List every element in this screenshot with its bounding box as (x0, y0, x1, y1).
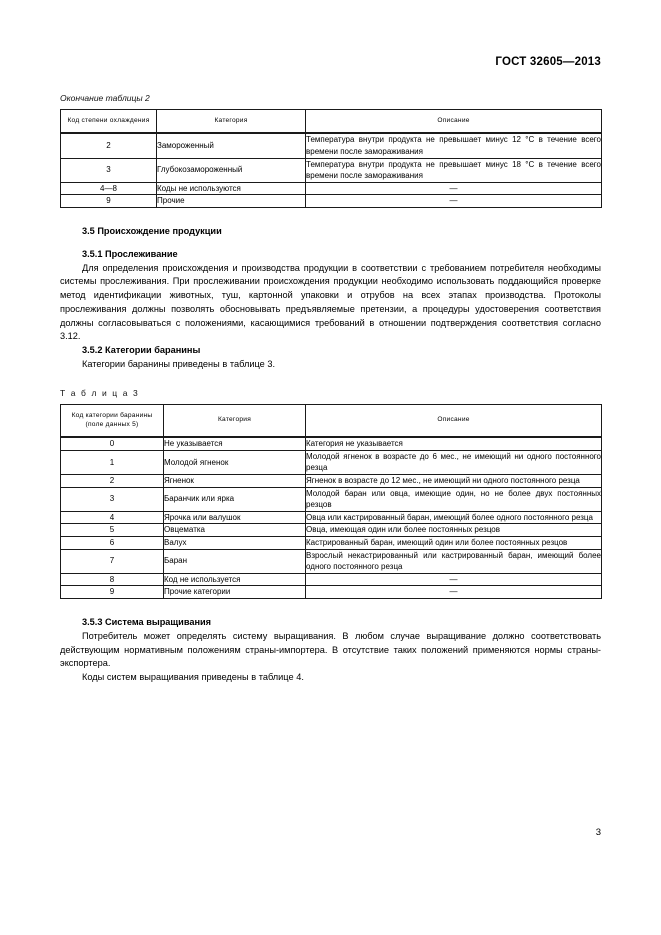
cell-code: 3 (61, 158, 157, 182)
cell-description: — (306, 573, 602, 586)
table-row (61, 511, 602, 524)
table-row (61, 573, 602, 586)
cell-category: Замороженный (157, 133, 306, 158)
table3-col-description: Описание (306, 404, 602, 437)
cell-category: Не указывается (164, 437, 306, 450)
cell-code: 1 (61, 450, 164, 474)
cell-category: Глубокозамороженный (157, 158, 306, 182)
cell-description: Категория не указывается (306, 437, 602, 450)
cell-description: Овца, имеющая один или более постоянных резцов (306, 524, 602, 537)
cell-category: Ягненок (164, 475, 306, 488)
table-row (61, 195, 602, 208)
table-row (61, 524, 602, 537)
heading-3-5-3: 3.5.3 Система выращивания (82, 617, 212, 627)
spacer (60, 372, 601, 388)
spacer (60, 599, 601, 616)
cell-category: Прочие (157, 195, 306, 208)
cell-code: 4—8 (61, 182, 157, 195)
table2-body (61, 133, 602, 207)
cell-description: Температура внутри продукта не превышает минус 18 °С в течение всего времени после замораживания (306, 158, 602, 182)
table3-header (61, 404, 602, 437)
cell-description: Кастрированный баран, имеющий один или более постоянных резцов (306, 537, 602, 550)
paragraph-3-5-1: Для определения происхождения и производства продукции в соответствии с требованием потребителя необходимы системы прослеживания. При прослеживании происхождения продукции необходимо использовать поддающийся проверке метод идентификации животных, туш, картонной упаковки и отрубов на всех этапах производства. Протоколы прослеживания должны позволять обосновывать предъявляемые претензии, а процедуры удостоверения соответствия должны согласовываться с положениями, касающимися требований в отношении подтверждения соответствия согласно 3.12. (60, 262, 601, 342)
paragraph-3-5-3-a: Потребитель может определять систему выращивания. В любом случае выращивание должно соответствовать действующим нормативным положениям страны-импортера. В отсутствие таких положений применяются нормы страны-экспортера. (60, 630, 601, 669)
cell-category: Прочие категории (164, 586, 306, 599)
table3-body (61, 437, 602, 598)
cell-code: 9 (61, 195, 157, 208)
spacer (60, 239, 601, 248)
cell-category: Баранчик или ярка (164, 487, 306, 511)
page-number: 3 (595, 827, 601, 838)
table2-col-category: Категория (157, 110, 306, 134)
cell-code: 5 (61, 524, 164, 537)
table-3-lamb-categories (60, 404, 602, 599)
table-header-row (61, 404, 602, 437)
table3-col-category: Категория (164, 404, 306, 437)
table2-col-code: Код степени охлаждения (61, 110, 157, 134)
table-row (61, 182, 602, 195)
spacer (60, 208, 601, 225)
heading-3-5: 3.5 Происхождение продукции (82, 225, 222, 236)
cell-code: 3 (61, 487, 164, 511)
table-row (61, 586, 602, 599)
cell-category: Молодой ягненок (164, 450, 306, 474)
cell-code: 9 (61, 586, 164, 599)
cell-description: — (306, 182, 602, 195)
cell-category: Валух (164, 537, 306, 550)
table3-caption: Т а б л и ц а 3 (60, 387, 140, 398)
table-row (61, 487, 602, 511)
cell-code: 2 (61, 475, 164, 488)
table-row (61, 437, 602, 450)
heading-3-5-2: 3.5.2 Категории баранины (82, 345, 201, 356)
cell-description: Овца или кастрированный баран, имеющий более одного постоянного резца (306, 511, 602, 524)
cell-description: Молодой баран или овца, имеющие один, но не более двух постоянных резцов (306, 487, 602, 511)
cell-description: Ягненок в возрасте до 12 мес., не имеющий ни одного постоянного резца (306, 475, 602, 488)
table-row (61, 537, 602, 550)
cell-code: 6 (61, 537, 164, 550)
table2-header (61, 110, 602, 134)
cell-description: Взрослый некастрированный или кастрированный баран, имеющий более одного постоянного резца (306, 549, 602, 573)
cell-description: Молодой ягненок в возрасте до 6 мес., не имеющий ни одного постоянного резца (306, 450, 602, 474)
page-header-standard-code: ГОСТ 32605—2013 (495, 56, 601, 68)
cell-code: 0 (61, 437, 164, 450)
cell-description: — (306, 586, 602, 599)
paragraph-3-5-2: Категории баранины приведены в таблице 3. (82, 358, 276, 369)
cell-code: 2 (61, 133, 157, 158)
table-2-continuation (60, 109, 602, 208)
cell-code: 7 (61, 549, 164, 573)
table-row (61, 133, 602, 158)
table-row (61, 450, 602, 474)
table3-col-code: Код категории баранины (поле данных 5) (61, 404, 164, 437)
cell-category: Код не используется (164, 573, 306, 586)
cell-code: 4 (61, 511, 164, 524)
cell-description: — (306, 195, 602, 208)
table-row (61, 475, 602, 488)
table2-col-description: Описание (306, 110, 602, 134)
table2-caption: Окончание таблицы 2 (60, 93, 150, 103)
page-content (60, 93, 601, 685)
table-row (61, 549, 602, 573)
cell-category: Овцематка (164, 524, 306, 537)
paragraph-3-5-3-b: Коды систем выращивания приведены в таблице 4. (82, 672, 304, 683)
cell-category: Баран (164, 549, 306, 573)
cell-category: Ярочка или валушок (164, 511, 306, 524)
heading-3-5-1: 3.5.1 Прослеживание (82, 248, 178, 259)
cell-code: 8 (61, 573, 164, 586)
table-row (61, 158, 602, 182)
cell-description: Температура внутри продукта не превышает минус 12 °С в течение всего времени после замораживания (306, 133, 602, 158)
table-header-row (61, 110, 602, 134)
cell-category: Коды не используются (157, 182, 306, 195)
